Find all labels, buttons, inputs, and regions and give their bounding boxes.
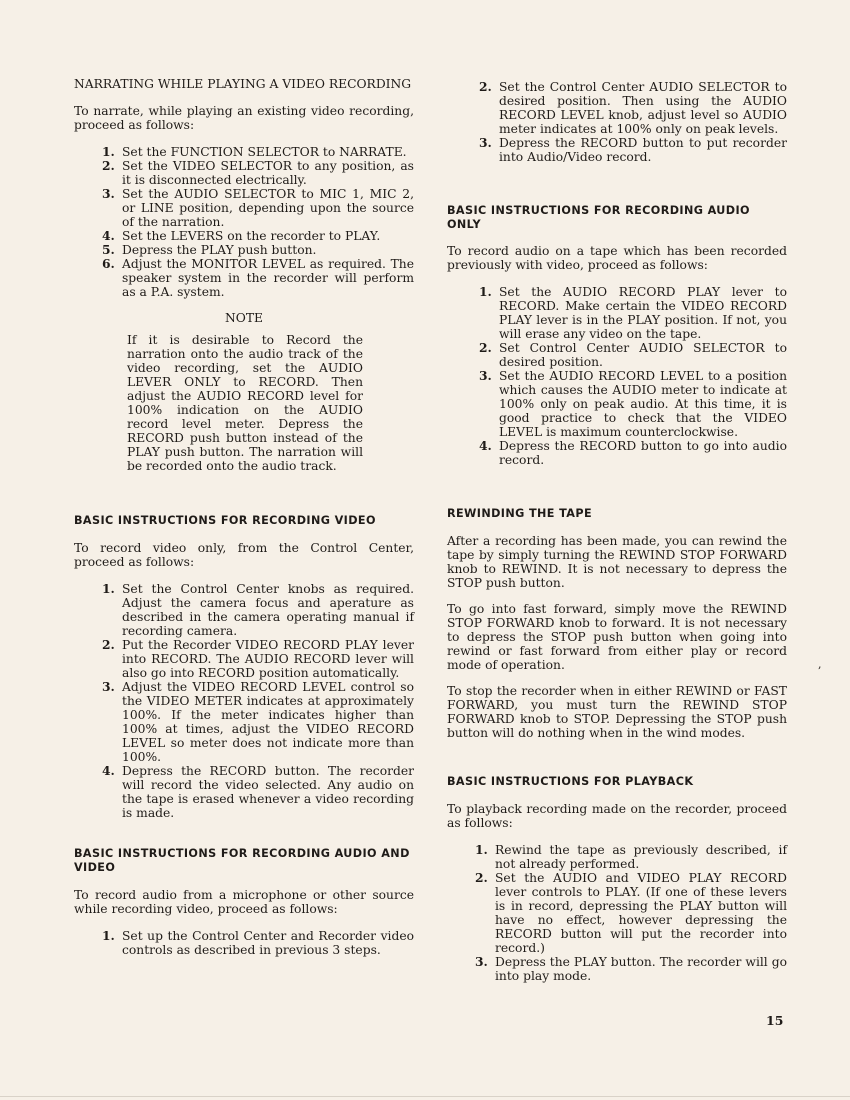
step-number: 1. (475, 842, 488, 857)
narrating-heading: NARRATING WHILE PLAYING A VIDEO RECORDING (74, 77, 412, 91)
recording-video-heading: BASIC INSTRUCTIONS FOR RECORDING VIDEO (74, 514, 376, 527)
step-text: Adjust the VIDEO RECORD LEVEL control so the VIDEO METER indicates at approximately 100%. If the meter indicates higher than 100% at times, adjust the VIDEO RECORD LEVEL so meter does not indicate more than 100%. (122, 680, 414, 764)
rewinding-p1: After a recording has been made, you can rewind the tape by simply turning the REWIND STOP FORWARD knob to REWIND. It is not necessary to depress the STOP push button. (447, 534, 787, 590)
list-item (102, 582, 414, 638)
list-item (102, 159, 414, 187)
step-number: 4. (479, 438, 492, 453)
step-text: Set Control Center AUDIO SELECTOR to desired position. (499, 341, 787, 369)
step-number: 3. (102, 186, 115, 201)
step-number: 3. (479, 135, 492, 150)
recording-av-heading: BASIC INSTRUCTIONS FOR RECORDING AUDIO AND VIDEO (74, 847, 410, 874)
playback-heading: BASIC INSTRUCTIONS FOR PLAYBACK (447, 775, 694, 788)
step-number: 5. (102, 242, 115, 257)
step-number: 3. (102, 679, 115, 694)
rewinding-heading: REWINDING THE TAPE (447, 507, 593, 520)
step-number: 4. (102, 228, 115, 243)
list-item (102, 145, 414, 159)
narrating-steps (102, 145, 414, 299)
step-text: Adjust the MONITOR LEVEL as required. The speaker system in the recorder will perform as a P.A. system. (122, 257, 414, 299)
rewinding-p2: To go into fast forward, simply move the REWIND STOP FORWARD knob to forward. It is not necessary to depress the STOP push button when going into rewind or fast forward from either play or record mode of operation. (447, 602, 787, 672)
list-item (475, 843, 787, 871)
step-text: Set the VIDEO SELECTOR to any position, as it is disconnected electrically. (122, 159, 414, 187)
recording-audio-intro: To record audio on a tape which has been recorded previously with video, proceed as follows: (447, 244, 787, 272)
step-text: Put the Recorder VIDEO RECORD PLAY lever into RECORD. The AUDIO RECORD lever will also go into RECORD position automatically. (122, 638, 414, 680)
recording-audio-heading: BASIC INSTRUCTIONS FOR RECORDING AUDIO ONLY (447, 204, 750, 231)
page-edge-divider (0, 1096, 850, 1097)
step-number: 2. (102, 158, 115, 173)
step-number: 1. (102, 581, 115, 596)
right-column (447, 0, 787, 983)
note-body: If it is desirable to Record the narration onto the audio track of the video recording, set the AUDIO LEVER ONLY to RECORD. Then adjust the AUDIO RECORD level for 100% indication on the AUDIO record level meter. Depress the RECORD push button instead of the PLAY push button. The narration will be recorded onto the audio track. (127, 333, 363, 473)
list-item (102, 243, 414, 257)
recording-video-intro: To record video only, from the Control Center, proceed as follows: (74, 541, 414, 569)
step-number: 4. (102, 763, 115, 778)
step-number: 3. (479, 368, 492, 383)
note-title: NOTE (224, 311, 264, 325)
step-text: Set the Control Center AUDIO SELECTOR to desired position. Then using the AUDIO RECORD LEVEL knob, adjust level so AUDIO meter indicates at 100% only on peak levels. (499, 80, 787, 136)
list-item (479, 80, 787, 136)
step-text: Depress the RECORD button. The recorder will record the video selected. Any audio on the tape is erased whenever a video recording is made. (122, 764, 414, 820)
list-item (102, 929, 414, 957)
list-item (479, 439, 787, 467)
rewinding-p3: To stop the recorder when in either REWIND or FAST FORWARD, you must turn the REWIND STOP FORWARD knob to STOP. Depressing the STOP push button will do nothing when in the wind modes. (447, 684, 787, 740)
step-text: Depress the RECORD button to put recorder into Audio/Video record. (499, 136, 787, 164)
step-number: 6. (102, 256, 115, 271)
recording-audio-steps (479, 285, 787, 467)
recording-video-steps (102, 582, 414, 820)
recording-av-steps (102, 929, 414, 957)
step-text: Depress the RECORD button to go into audio record. (499, 439, 787, 467)
step-number: 3. (475, 954, 488, 969)
step-text: Set the LEVERS on the recorder to PLAY. (122, 229, 381, 243)
step-text: Set the AUDIO RECORD LEVEL to a position which causes the AUDIO meter to indicate at 100% only on peak audio. At this time, it is good practice to check that the VIDEO LEVEL is maximum counterclockwise. (499, 369, 787, 439)
list-item (475, 955, 787, 983)
list-item (479, 136, 787, 164)
step-text: Set the AUDIO RECORD PLAY lever to RECORD. Make certain the VIDEO RECORD PLAY lever is in the PLAY position. If not, you will erase any video on the tape. (499, 285, 787, 341)
list-item (102, 764, 414, 820)
list-item (479, 285, 787, 341)
left-column (74, 0, 414, 957)
step-text: Set the AUDIO and VIDEO PLAY RECORD lever controls to PLAY. (If one of these levers is in record, depressing the PLAY button will have no effect, however depressing the RECORD button will put the recorder into record.) (495, 871, 787, 955)
list-item (102, 229, 414, 243)
list-item (475, 871, 787, 955)
list-item (102, 680, 414, 764)
step-text: Set the FUNCTION SELECTOR to NARRATE. (122, 145, 407, 159)
step-text: Set up the Control Center and Recorder video controls as described in previous 3 steps. (122, 929, 414, 957)
page-number: 15 (766, 1013, 784, 1028)
step-number: 1. (479, 284, 492, 299)
list-item (102, 257, 414, 299)
step-text: Set the AUDIO SELECTOR to MIC 1, MIC 2, or LINE position, depending upon the source of the narration. (122, 187, 414, 229)
narrating-intro: To narrate, while playing an existing video recording, proceed as follows: (74, 104, 414, 132)
step-number: 1. (102, 928, 115, 943)
list-item (479, 341, 787, 369)
step-text: Depress the PLAY push button. (122, 243, 317, 257)
step-number: 2. (479, 79, 492, 94)
step-text: Rewind the tape as previously described, if not already performed. (495, 843, 787, 871)
step-number: 2. (479, 340, 492, 355)
list-item (102, 638, 414, 680)
step-text: Depress the PLAY button. The recorder will go into play mode. (495, 955, 787, 983)
playback-intro: To playback recording made on the recorder, proceed as follows: (447, 802, 787, 830)
step-text: Set the Control Center knobs as required. Adjust the camera focus and aperature as described in the camera operating manual if recording camera. (122, 582, 414, 638)
playback-steps (475, 843, 787, 983)
stray-mark: , (818, 658, 822, 671)
list-item (479, 369, 787, 439)
recording-av-steps-cont (479, 80, 787, 164)
step-number: 2. (102, 637, 115, 652)
step-number: 2. (475, 870, 488, 885)
recording-av-intro: To record audio from a microphone or other source while recording video, proceed as follows: (74, 888, 414, 916)
list-item (102, 187, 414, 229)
step-number: 1. (102, 144, 115, 159)
